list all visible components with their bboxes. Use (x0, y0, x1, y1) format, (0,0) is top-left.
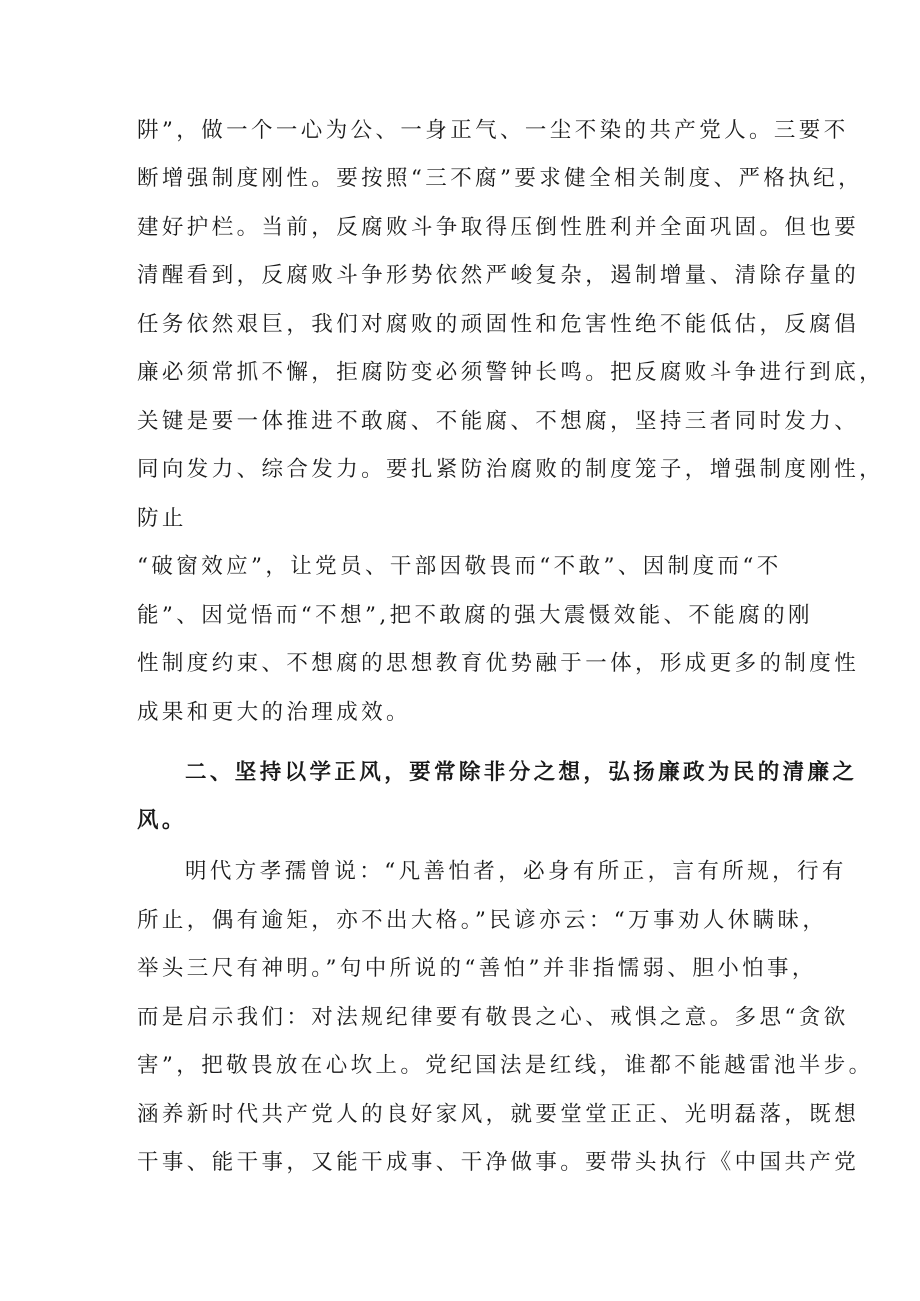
paragraph-line: 明代方孝孺曾说：“凡善怕者，必身有所正，言有所规，行有 (185, 859, 847, 884)
paragraph-line: 任务依然艰巨，我们对腐败的顽固性和危害性绝不能低估，反腐倡 (137, 312, 860, 337)
paragraph-line: 防止 (137, 506, 187, 531)
paragraph-line: 同向发力、综合发力。要扎紧防治腐败的制度笼子，增强制度刚性， (137, 457, 885, 482)
paragraph-line: 成果和更大的治理成效。 (137, 700, 411, 725)
paragraph-line: 断增强制度刚性。要按照“三不腐”要求健全相关制度、严格执纪， (137, 166, 863, 191)
paragraph-line: 建好护栏。当前，反腐败斗争取得压倒性胜利并全面巩固。但也要 (137, 215, 860, 240)
paragraph-line: 关键是要一体推进不敢腐、不能腐、不想腐，坚持三者同时发力、 (137, 409, 860, 434)
paragraph-line: 性制度约束、不想腐的思想教育优势融于一体，形成更多的制度性 (137, 651, 860, 676)
paragraph-line: 廉必须常抓不懈，拒腐防变必须警钟长鸣。把反腐败斗争进行到底， (137, 360, 885, 385)
paragraph-line: 干事、能干事，又能干成事、干净做事。要带头执行《中国共产党 (137, 1150, 860, 1175)
paragraph-line: “破窗效应”，让党员、干部因敬畏而“不敢”、因制度而“不 (137, 554, 782, 579)
paragraph-line: 而是启示我们：对法规纪律要有敬畏之心、戒惧之意。多思“贪欲 (137, 1005, 849, 1030)
section-heading-continuation: 风。 (137, 808, 187, 833)
section-heading: 二、坚持以学正风，要常除非分之想，弘扬廉政为民的清廉之 (185, 760, 858, 785)
paragraph-line: 阱”，做一个一心为公、一身正气、一尘不染的共产党人。三要不 (137, 118, 849, 143)
paragraph-line: 能”、因觉悟而“不想”,把不敢腐的强大震慑效能、不能腐的刚 (137, 603, 813, 628)
paragraph-line: 害”，把敬畏放在心坎上。党纪国法是红线，谁都不能越雷池半步。 (137, 1053, 874, 1078)
paragraph-line: 所止，偶有逾矩，亦不出大格。”民谚亦云：“万事劝人休瞒昧， (137, 908, 828, 933)
paragraph-line: 涵养新时代共产党人的良好家风，就要堂堂正正、光明磊落，既想 (137, 1102, 860, 1127)
paragraph-line: 清醒看到，反腐败斗争形势依然严峻复杂，遏制增量、清除存量的 (137, 263, 860, 288)
paragraph-line: 举头三尺有神明。”句中所说的“善怕”并非指懦弱、胆小怕事， (137, 956, 817, 981)
